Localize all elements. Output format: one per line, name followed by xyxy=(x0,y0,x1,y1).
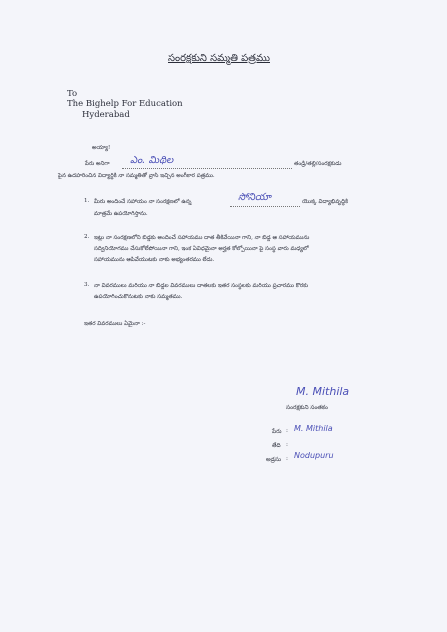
salutation: అయ్యా! xyxy=(92,145,111,151)
para2-text-b: సద్వినియోగము చేసుకోలేపోయినా గాని, ఇంక ఏవిధమైనా అర్హత కోల్పోయినా పై సంస్థ వారు మధ్యలో xyxy=(94,246,309,252)
para3-text-a: నా వివరములు మరియు నా బిడ్డల వివరములు దాతలకు ఇతర సంస్థలకు మరియు ప్రచారము కొరకు xyxy=(94,283,308,289)
field-date-label: తేది xyxy=(272,443,281,449)
para1-number: 1. xyxy=(84,198,90,204)
para2-text-c: సహాయమును ఆపివేయుటకు నాకు అభ్యంతరము లేదు. xyxy=(94,257,215,263)
other-details-label: ఇతర వివరములు ఏమైనా :- xyxy=(84,321,146,327)
recipient-org: The Bighelp For Education xyxy=(67,99,183,109)
guardian-signature-handwritten: M. Mithila xyxy=(296,385,350,398)
relation-label: తండ్రి/తల్లి/సంరక్షకుడు xyxy=(294,161,342,167)
document-title: సంరక్షకుని సమ్మతి పత్రము xyxy=(168,53,270,64)
recipient-to: To xyxy=(67,89,78,99)
field-address-value: Nodupuru xyxy=(294,451,334,460)
para3-text-b: ఉపయోగించుకొనుటకు నాకు సమ్మతము. xyxy=(94,294,183,300)
field-name-colon: : xyxy=(286,428,288,434)
field-date-colon: : xyxy=(286,442,288,448)
field-name-label: పేరు xyxy=(272,429,282,435)
consent-intro: పైన ఉదహరించిన విద్యార్థికి నా సమ్మతితో వ్రాసి ఇచ్చిన అంగీకార పత్రము. xyxy=(58,173,215,179)
para1-text-a: మీరు అందించే సహాయం నా సంరక్షణలో ఉన్న xyxy=(94,199,192,205)
signature-label: సంరక్షకుని సంతకం xyxy=(286,405,328,411)
field-address-colon: : xyxy=(286,456,288,462)
para1-text-c: మాత్రమే ఉపయోగిస్తాను. xyxy=(94,211,148,217)
name-prefix: పేరు అనిగా xyxy=(85,161,110,167)
para1-text-b: యొక్క విద్యాభివృద్ధికి xyxy=(302,199,349,205)
field-address-label: అడ్రసు xyxy=(266,457,282,463)
para3-number: 3. xyxy=(84,282,90,288)
ward-name-handwritten: సోనియా xyxy=(238,192,271,203)
field-name-value: M. Mithila xyxy=(294,424,333,433)
recipient-city: Hyderabad xyxy=(82,110,130,120)
para2-text-a: ఇట్లు నా సంరక్షణలోని బిడ్డకు అందించే సహాయము దాత తీకివేయినా గాని, నా బిడ్డ ఆ సహాయమును xyxy=(94,235,310,241)
para2-number: 2. xyxy=(84,234,90,240)
child-name-handwritten: ఎం. మిథిల xyxy=(130,155,174,166)
